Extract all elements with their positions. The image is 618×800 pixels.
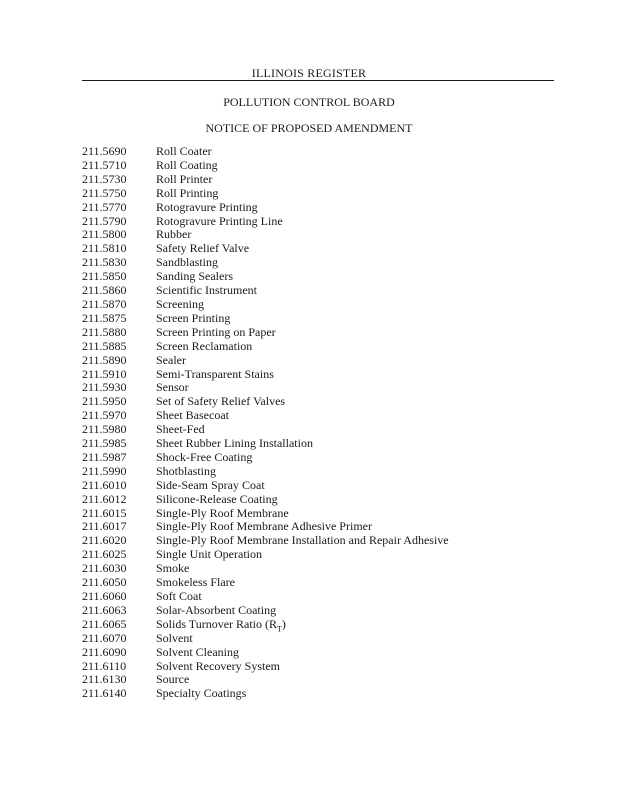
list-item (82, 145, 449, 159)
section-number: 211.6017 (82, 519, 127, 534)
section-term-text: Soft Coat (156, 589, 202, 603)
section-term-text: Sensor (156, 380, 189, 395)
list-item (82, 604, 449, 618)
section-term-text: Solvent (156, 630, 193, 645)
section-number: 211.6015 (82, 505, 127, 520)
section-term-text: Sheet Rubber Lining Installation (156, 436, 313, 451)
section-term (156, 187, 218, 201)
section-number: 211.5830 (82, 255, 127, 270)
section-number: 211.5770 (82, 199, 127, 214)
list-item (82, 520, 449, 534)
section-term-text: Solvent Cleaning (156, 644, 239, 659)
section-term-text: Roll Printer (156, 171, 213, 186)
section-term (156, 381, 189, 395)
list-item (82, 395, 449, 409)
section-term (156, 256, 218, 270)
header-rule (82, 80, 554, 81)
list-item (82, 632, 449, 646)
section-term (156, 173, 212, 187)
section-term-text: Solar-Absorbent Coating (156, 602, 277, 617)
section-term-text: Roll Coating (156, 157, 218, 172)
notice-title: NOTICE OF PROPOSED AMENDMENT (205, 121, 413, 135)
list-item (82, 479, 449, 493)
list-item (82, 660, 449, 674)
section-number: 211.5950 (82, 394, 127, 409)
section-term-text: Smokeless Flare (156, 575, 235, 590)
section-number: 211.5990 (82, 463, 127, 478)
section-number: 211.5750 (82, 185, 127, 200)
section-term (156, 646, 239, 660)
section-number: 211.5860 (82, 283, 127, 298)
section-number: 211.6012 (82, 491, 127, 506)
section-term (156, 451, 252, 465)
list-item (82, 618, 449, 632)
list-item (82, 326, 449, 340)
section-term (156, 520, 372, 534)
section-term (156, 145, 212, 159)
section-number: 211.5885 (82, 338, 127, 353)
section-number: 211.5875 (82, 310, 127, 325)
section-term-text: Rotogravure Printing (156, 199, 258, 214)
section-term-text: Specialty Coatings (156, 686, 247, 701)
section-term (156, 354, 186, 368)
list-item (82, 646, 449, 660)
section-number: 211.6070 (82, 630, 127, 645)
list-item (82, 242, 449, 256)
list-item (82, 437, 449, 451)
section-term-text: Screen Printing (156, 310, 231, 325)
section-term (156, 465, 216, 479)
section-number: 211.6090 (82, 644, 127, 659)
section-number: 211.5987 (82, 449, 127, 464)
list-item (82, 409, 449, 423)
list-item (82, 465, 449, 479)
section-term (156, 201, 258, 215)
section-term-text: Smoke (156, 561, 190, 576)
section-number: 211.6020 (82, 533, 127, 548)
section-number: 211.5985 (82, 436, 127, 451)
section-term-text: Sheet Basecoat (156, 408, 229, 423)
section-term (156, 660, 280, 674)
list-item (82, 215, 449, 229)
list-item (82, 562, 449, 576)
section-term-subscript: T (277, 624, 282, 634)
section-term (156, 548, 262, 562)
section-term-text: Scientific Instrument (156, 283, 257, 298)
section-number: 211.6130 (82, 672, 127, 687)
section-term-text: Roll Printing (156, 185, 219, 200)
section-term (156, 507, 289, 521)
section-number: 211.5730 (82, 171, 127, 186)
section-term (156, 576, 235, 590)
section-term-suffix: ) (281, 616, 286, 631)
section-term (156, 562, 189, 576)
list-item (82, 256, 449, 270)
list-item (82, 534, 449, 548)
section-term (156, 632, 193, 646)
section-term (156, 242, 249, 256)
list-item (82, 493, 449, 507)
section-term-text: Semi-Transparent Stains (156, 366, 274, 381)
section-term-text: Sanding Sealers (156, 269, 233, 284)
section-term (156, 270, 233, 284)
section-term-text: Rubber (156, 227, 192, 242)
section-term (156, 312, 230, 326)
section-term-text: Sandblasting (156, 255, 218, 270)
section-number: 211.5810 (82, 241, 127, 256)
list-item (82, 590, 449, 604)
section-term-text: Source (156, 672, 190, 687)
list-item (82, 451, 449, 465)
section-term-text: Single-Ply Roof Membrane Adhesive Primer (156, 519, 372, 534)
section-term (156, 534, 449, 548)
definitions-list (82, 145, 449, 701)
list-item (82, 687, 449, 701)
section-term-text: Solvent Recovery System (156, 658, 280, 673)
section-term-text: Roll Coater (156, 144, 212, 158)
section-term (156, 618, 286, 632)
section-number: 211.6065 (82, 616, 127, 631)
section-term (156, 326, 276, 340)
section-term (156, 604, 276, 618)
section-term-text: Silicone-Release Coating (156, 491, 278, 506)
section-number: 211.6140 (82, 686, 127, 701)
list-item (82, 173, 449, 187)
board-title: POLLUTION CONTROL BOARD (223, 95, 395, 109)
list-item (82, 423, 449, 437)
section-number: 211.5850 (82, 269, 127, 284)
section-term-text: Set of Safety Relief Valves (156, 394, 286, 409)
section-number: 211.6050 (82, 575, 127, 590)
list-item (82, 312, 449, 326)
list-item (82, 159, 449, 173)
section-number: 211.6030 (82, 561, 127, 576)
section-term (156, 423, 205, 437)
section-term (156, 298, 204, 312)
list-item (82, 201, 449, 215)
section-term-text: Single Unit Operation (156, 547, 262, 562)
section-number: 211.5930 (82, 380, 127, 395)
section-term-text: Shotblasting (156, 463, 217, 478)
list-item (82, 340, 449, 354)
register-title: ILLINOIS REGISTER (251, 66, 367, 80)
list-item (82, 507, 449, 521)
section-number: 211.5970 (82, 408, 127, 423)
section-term (156, 368, 274, 382)
section-number: 211.5880 (82, 324, 127, 339)
section-number: 211.5800 (82, 227, 127, 242)
list-item (82, 284, 449, 298)
section-term-text: Single-Ply Roof Membrane (156, 505, 289, 520)
section-term-text: Shock-Free Coating (156, 449, 253, 464)
section-number: 211.6060 (82, 589, 127, 603)
section-number: 211.5890 (82, 352, 127, 367)
section-term-text: Sealer (156, 352, 186, 367)
list-item (82, 298, 449, 312)
section-term (156, 479, 265, 493)
section-term-text: Sheet-Fed (156, 422, 205, 437)
section-term (156, 284, 257, 298)
section-term (156, 437, 313, 451)
list-item (82, 548, 449, 562)
section-term-text: Safety Relief Valve (156, 241, 250, 256)
section-number: 211.5690 (82, 144, 127, 158)
section-term (156, 493, 278, 507)
section-number: 211.5710 (82, 157, 127, 172)
list-item (82, 381, 449, 395)
section-term (156, 228, 191, 242)
section-term (156, 673, 189, 687)
list-item (82, 187, 449, 201)
section-term-text: Screen Reclamation (156, 338, 253, 353)
section-term (156, 159, 218, 173)
section-term (156, 395, 285, 409)
section-number: 211.6063 (82, 602, 127, 617)
section-term (156, 409, 229, 423)
list-item (82, 576, 449, 590)
list-item (82, 270, 449, 284)
section-number: 211.5980 (82, 422, 127, 437)
section-term-text: Single-Ply Roof Membrane Installation and Repair Adhesive (156, 533, 449, 548)
section-number: 211.6010 (82, 477, 127, 492)
section-term-text: Side-Seam Spray Coat (156, 477, 265, 492)
section-term-text: Solids Turnover Ratio (R (156, 616, 278, 631)
list-item (82, 354, 449, 368)
list-item (82, 673, 449, 687)
list-item (82, 368, 449, 382)
section-number: 211.6025 (82, 547, 127, 562)
section-term (156, 590, 202, 604)
section-term (156, 687, 246, 701)
section-term (156, 340, 252, 354)
section-term (156, 215, 283, 229)
section-number: 211.5870 (82, 296, 127, 311)
section-term-text: Screen Printing on Paper (156, 324, 276, 339)
section-number: 211.5910 (82, 366, 127, 381)
section-number: 211.6110 (82, 658, 127, 673)
section-number: 211.5790 (82, 213, 127, 228)
list-item (82, 228, 449, 242)
section-term-text: Screening (156, 296, 204, 311)
section-term-text: Rotogravure Printing Line (156, 213, 283, 228)
